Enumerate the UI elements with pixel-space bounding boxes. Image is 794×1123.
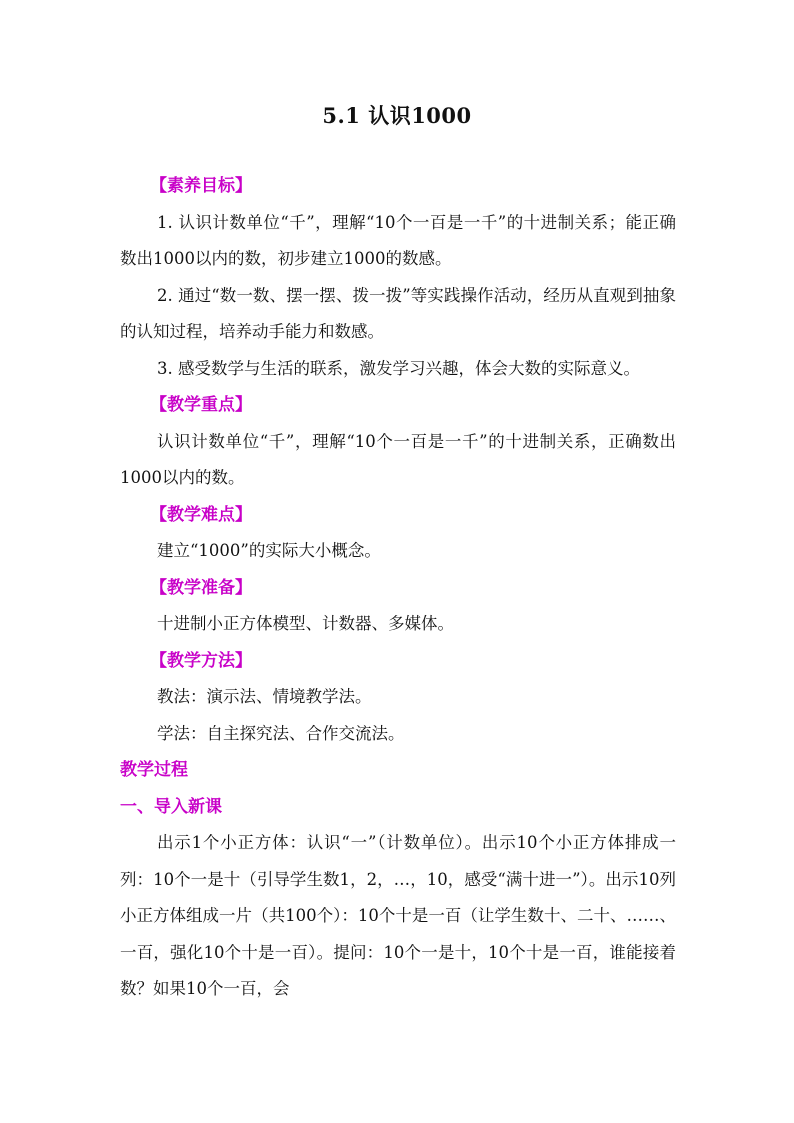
section-heading-preparation: 【教学准备】 xyxy=(150,577,252,598)
goal-paragraph-3: 3. 感受数学与生活的联系，激发学习兴趣，体会大数的实际意义。 xyxy=(157,358,640,378)
key-points-paragraph: 认识计数单位“千”，理解“10个一百是一千”的十进制关系，正确数出1000以内的数。 xyxy=(120,431,676,487)
document-body xyxy=(120,168,676,1008)
learning-method-paragraph: 学法：自主探究法、合作交流法。 xyxy=(157,723,405,743)
section-heading-goals: 【素养目标】 xyxy=(150,176,252,196)
section-heading-key-points: 【教学重点】 xyxy=(150,395,252,415)
section-heading-intro: 一、导入新课 xyxy=(120,796,222,817)
teaching-method-paragraph: 教法：演示法、情境教学法。 xyxy=(157,687,372,706)
intro-paragraph: 出示1个小正方体：认识“一”（计数单位）。出示10个小正方体排成一列：10个一是十（引导学生数1，2，…，10，感受“满十进一”）。出示10列小正方体组成一片（共100个）：10个十是一百（让学生数十、二十、……、一百，强化10个十是一百）。提问：10个一是十，10个十是一百，谁能接着数？如果10个一百，会 xyxy=(120,833,676,998)
section-heading-methods: 【教学方法】 xyxy=(150,650,252,671)
goal-paragraph-1: 1. 认识计数单位“千”，理解“10个一百是一千”的十进制关系；能正确数出1000以内的数，初步建立1000的数感。 xyxy=(120,212,676,268)
section-heading-difficulties: 【教学难点】 xyxy=(150,504,252,525)
preparation-paragraph: 十进制小正方体模型、计数器、多媒体。 xyxy=(157,614,454,633)
page-title: 5.1 认识1000 xyxy=(322,103,472,128)
section-heading-process: 教学过程 xyxy=(120,760,188,780)
difficulties-paragraph: 建立“1000”的实际大小概念。 xyxy=(157,541,381,560)
goal-paragraph-2: 2. 通过“数一数、摆一摆、拨一拨”等实践操作活动，经历从直观到抽象的认知过程，培养动手能力和数感。 xyxy=(120,285,676,341)
